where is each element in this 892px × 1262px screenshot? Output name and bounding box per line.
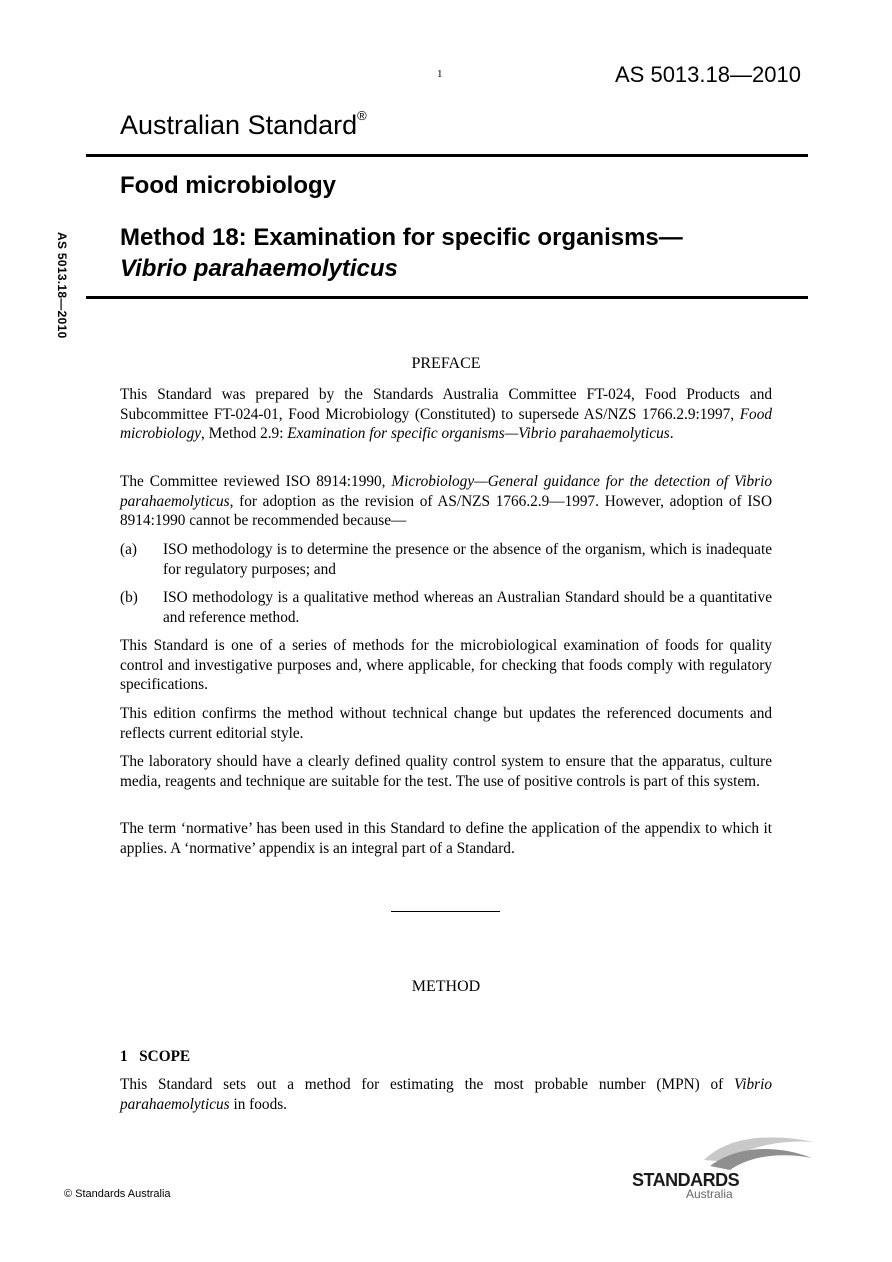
subtitle-line-1: Method 18: Examination for specific organisms— <box>120 224 683 251</box>
page-number: 1 <box>437 68 443 80</box>
preface-paragraph-2 <box>120 472 772 531</box>
brand-title <box>120 110 367 141</box>
list-item-text: ISO methodology is to determine the presence or the absence of the organism, which is inadequate for regulatory purposes; and <box>163 541 772 578</box>
standard-number: AS 5013.18—2010 <box>615 62 801 87</box>
scope-paragraph <box>120 1075 772 1114</box>
list-item-text: ISO methodology is a qualitative method whereas an Australian Standard should be a quantitative and reference method. <box>163 589 772 626</box>
p2-text-b: Microbiology—General guidance for the detection of Vibrio parahaemolyticus, <box>120 473 772 510</box>
p2-text-a: The Committee reviewed ISO 8914:1990, <box>120 473 392 490</box>
scope-text-b: Vibrio parahaemolyticus <box>120 1076 772 1113</box>
p1-text-d: Examination for specific organisms—Vibrio parahaemolyticus <box>287 425 670 442</box>
p1-text-b: Food microbiology <box>120 405 772 442</box>
scope-title: SCOPE <box>139 1048 191 1065</box>
p1-text-a: This Standard was prepared by the Standards Australia Committee FT-024, Food Products and Subcommittee FT-024-01, Food Microbiology (Constituted) to supersede AS/NZS 1766.2.9:1997, <box>120 386 772 423</box>
list-item <box>120 588 772 627</box>
subtitle-line-2: Vibrio parahaemolyticus <box>120 255 398 282</box>
document-title: Food microbiology <box>120 172 336 199</box>
preface-paragraph-5: The laboratory should have a clearly defined quality control system to ensure that the apparatus, culture media, reagents and technique are suitable for the test. The use of positive controls is part of this system. <box>120 753 772 790</box>
p1-text-e: . <box>669 425 674 442</box>
scope-text-a: This Standard sets out a method for estimating the most probable number (MPN) of <box>120 1076 735 1093</box>
preface-paragraph-6: The term ‘normative’ has been used in this Standard to define the application of the appendix to which it applies. A ‘normative’ appendix is an integral part of a Standard. <box>120 820 772 857</box>
preface-paragraph-4: This edition confirms the method without technical change but updates the referenced documents and reflects current editorial style. <box>120 705 772 742</box>
section-divider <box>391 911 500 912</box>
list-item-label: (a) <box>120 541 137 558</box>
bottom-rule <box>86 296 808 299</box>
preface-paragraph-3: This Standard is one of a series of methods for the microbiological examination of foods for quality control and investigative purposes and, where applicable, for checking that foods comply with regulatory specifications. <box>120 637 772 693</box>
standards-australia-logo <box>626 1132 816 1204</box>
method-heading: METHOD <box>411 978 481 995</box>
p2-text-c: for adoption as the revision of AS/NZS 1766.2.9—1997. However, adoption of ISO 8914:1990 cannot be recommended because— <box>120 492 772 529</box>
preface-heading: PREFACE <box>411 355 481 372</box>
top-rule <box>86 154 808 157</box>
logo-sub-text: Australia <box>686 1187 733 1201</box>
list-item <box>120 540 772 579</box>
brand-title-text: Australian Standard <box>120 110 358 140</box>
document-subtitle <box>120 222 683 284</box>
scope-heading <box>120 1048 190 1066</box>
preface-paragraph-1 <box>120 385 772 444</box>
scope-number: 1 <box>120 1048 128 1065</box>
p1-text-c: , Method 2.9: <box>201 425 288 442</box>
list-item-label: (b) <box>120 589 138 606</box>
copyright-notice: © Standards Australia <box>64 1188 171 1200</box>
scope-text-c: in foods. <box>229 1095 287 1113</box>
registered-mark: ® <box>357 108 367 123</box>
logo-main-text: STANDARDS <box>632 1170 740 1190</box>
